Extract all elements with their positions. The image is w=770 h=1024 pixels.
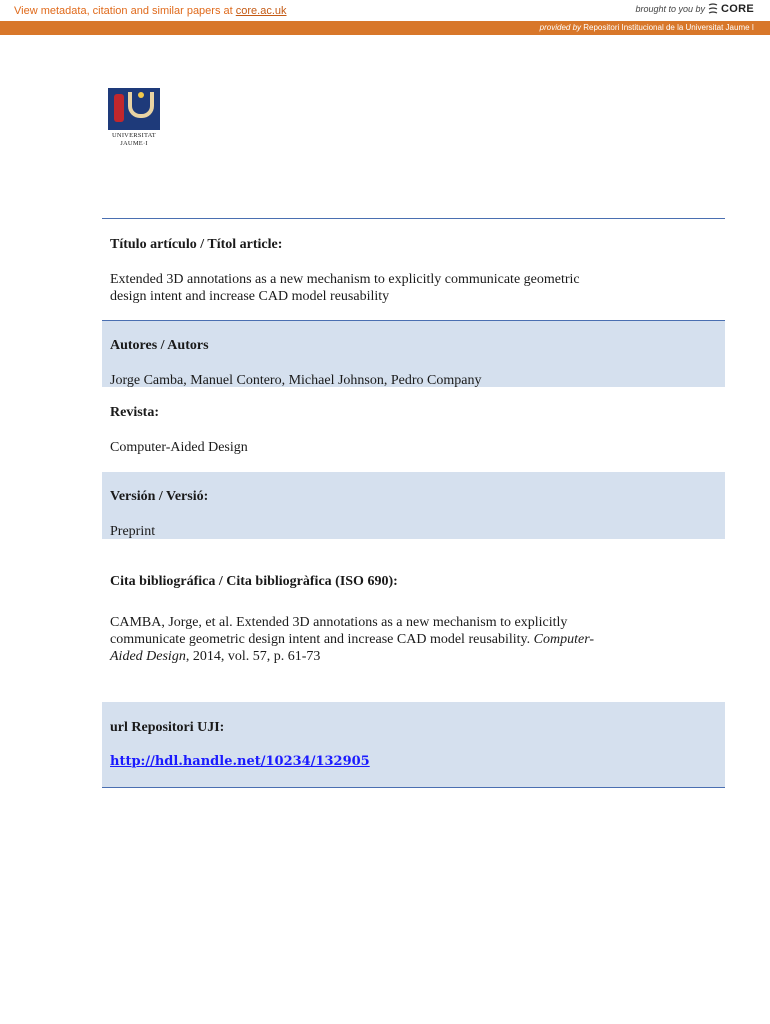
url-label: url Repositori UJI: [110, 720, 225, 735]
citation-details: , 2014, vol. 57, p. 61-73 [185, 649, 321, 664]
core-view-metadata [14, 5, 287, 17]
provided-prefix: provided by [539, 23, 582, 32]
repository-url-link[interactable]: http://hdl.handle.net/10234/132905 [110, 754, 370, 769]
citation-journal-part2: Aided Design [110, 649, 186, 664]
provided-by[interactable]: Repositori Institucional de la Universitat Jaume I [583, 23, 754, 32]
provider-strip [0, 21, 770, 35]
logo-text [108, 132, 160, 148]
provider-text [540, 23, 754, 32]
divider [102, 787, 725, 788]
core-banner [0, 0, 770, 22]
title-label: Título artículo / Títol article: [110, 237, 283, 252]
journal-label: Revista: [110, 405, 159, 420]
title-line-1: Extended 3D annotations as a new mechanism to explicitly communicate geometric [110, 272, 580, 287]
citation-line-2-text: communicate geometric design intent and increase CAD model reusability. [110, 632, 531, 647]
core-link[interactable]: core.ac.uk [235, 5, 287, 17]
core-brought-by [635, 3, 754, 15]
journal-value: Computer-Aided Design [110, 440, 248, 455]
divider [102, 218, 725, 219]
brought-text: brought to you by [635, 4, 706, 14]
url-band [102, 702, 725, 787]
university-logo [108, 88, 162, 152]
version-label: Versión / Versió: [110, 489, 209, 504]
core-icon [708, 3, 718, 15]
citation-journal-part1: Computer- [533, 632, 595, 647]
divider [102, 320, 725, 321]
citation-line-1: CAMBA, Jorge, et al. Extended 3D annotations as a new mechanism to explicitly [110, 615, 568, 630]
authors-label: Autores / Autors [110, 338, 209, 353]
authors-value: Jorge Camba, Manuel Contero, Michael Johnson, Pedro Company [110, 373, 482, 388]
citation-label: Cita bibliográfica / Cita bibliogràfica (ISO 690): [110, 574, 398, 589]
university-emblem-icon [108, 88, 160, 130]
core-view-text: View metadata, citation and similar papers at [14, 5, 233, 17]
citation-value [110, 614, 670, 665]
logo-line-1: UNIVERSITAT [112, 132, 156, 139]
title-line-2: design intent and increase CAD model reusability [110, 289, 390, 304]
core-logo[interactable]: CORE [721, 3, 754, 15]
article-title [110, 271, 670, 305]
citation-line-2 [110, 631, 670, 648]
version-value: Preprint [110, 524, 156, 539]
logo-line-2: JAUME·I [120, 140, 148, 147]
citation-line-3 [110, 648, 670, 665]
